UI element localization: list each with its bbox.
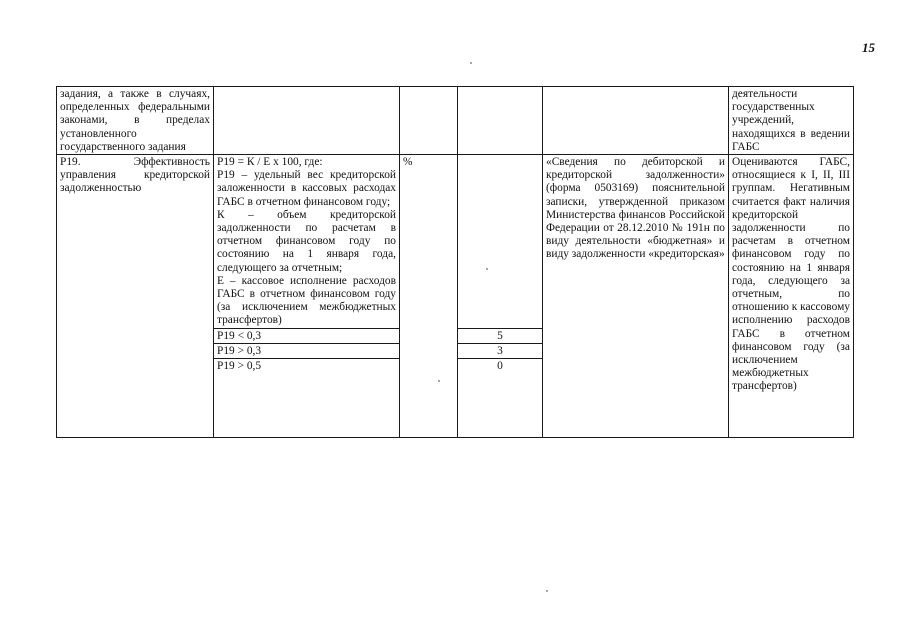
definition-e: Е – кассовое исполнение расходов ГАБС в отчетном финансовом году (за исключением межбюджетных трансфертов) <box>217 274 396 327</box>
page-number: 15 <box>862 40 875 55</box>
score-blank-cell <box>458 155 543 329</box>
cell-empty <box>400 87 458 155</box>
formula-cell <box>214 155 400 329</box>
scoring-score: 3 <box>458 343 543 358</box>
cell-note-continuation: деятельности государственных учреждений, находящихся в ведении ГАБС <box>729 87 854 155</box>
definition-p19: Р19 – удельный вес кредиторской заложенности в кассовых расходах ГАБС в отчетном финансовом году; <box>217 169 396 208</box>
unit-cell: % <box>400 155 458 438</box>
table-row-continuation <box>57 87 854 155</box>
scan-speck <box>470 62 472 64</box>
scoring-condition: Р19 > 0,3 <box>214 343 400 358</box>
scoring-score: 5 <box>458 328 543 343</box>
table-row-p19 <box>57 155 854 329</box>
data-source: «Сведения по дебиторской и кредиторской задолженности» (форма 0503169) пояснительной записки, утвержденной приказом Министерства финансов Российской Федерации от 28.12.2010 № 191н по виду деятельности «бюджетная» и виду задолженности «кредиторская» <box>543 155 729 438</box>
scan-speck <box>438 380 440 382</box>
scan-speck <box>546 590 548 592</box>
scan-speck <box>486 268 488 270</box>
scoring-condition: Р19 > 0,5 <box>214 359 400 438</box>
scoring-score: 0 <box>458 359 543 438</box>
cell-empty <box>214 87 400 155</box>
formula: Р19 = К / Е х 100, где: <box>217 156 323 169</box>
cell-empty <box>543 87 729 155</box>
note-cell: Оцениваются ГАБС, относящиеся к I, II, III группам. Негативным считается факт наличия кредиторской задолженности по расчетам в отчетном финансовом году по состоянию на 1 января года, следующего за отчетным, по отношению к кассовому исполнению расходов ГАБС в отчетном финансовом году (за исключением межбюджетных трансфертов) <box>729 155 854 438</box>
indicator-name: Р19. Эффективность управления кредиторской задолженностью <box>57 155 214 438</box>
cell-empty <box>458 87 543 155</box>
definition-k: К – объем кредиторской задолженности по расчетам в отчетном финансовом году по состоянию на 1 января года, следующего за отчетным; <box>217 208 396 274</box>
cell-task-continuation: задания, а также в случаях, определенных федеральными законами, в пределах установленного государственного задания <box>57 87 214 155</box>
scoring-condition: Р19 < 0,3 <box>214 328 400 343</box>
indicators-table <box>56 86 854 438</box>
